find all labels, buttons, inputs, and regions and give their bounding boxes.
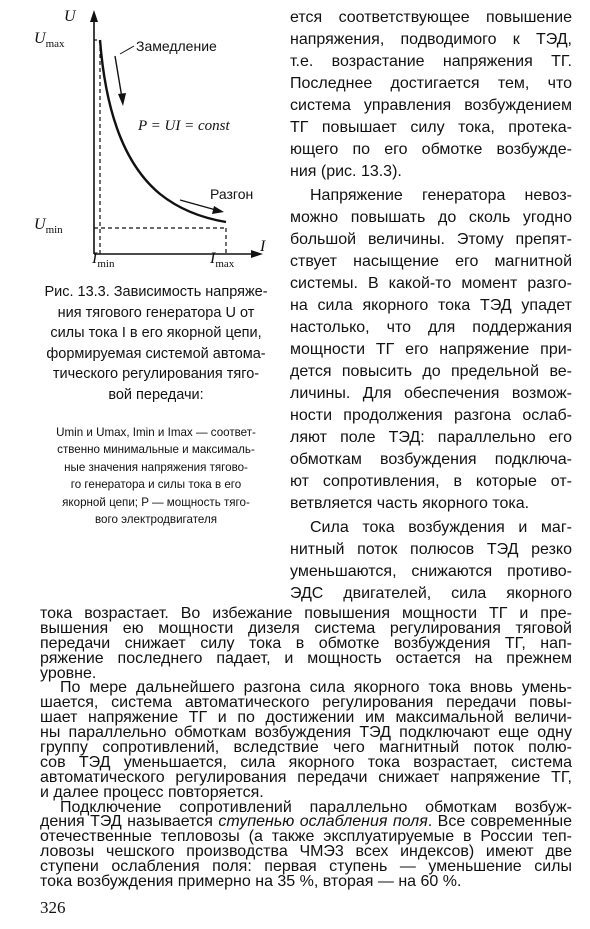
text-line: большой величины. Этому препят- (290, 231, 572, 248)
power-formula: P = UI = const (138, 118, 230, 134)
text-line: система управления возбуждением (290, 97, 572, 114)
text-line: передачи снижает силу тока в обмотке возбуждения ТГ, нап- (40, 635, 572, 652)
caption-line: силы тока I в его якорной цепи, (50, 325, 262, 341)
text-line: тока возбуждения примерно на 35 %, вторая — на 60 %. (40, 873, 462, 890)
text-line: ется соответствующее повышение (290, 9, 572, 26)
text-line: личины. Для обеспечения возмож- (290, 385, 572, 402)
caption-line: тического регулирования тяго- (52, 366, 260, 382)
legend-line: ные значения напряжения тягово- (64, 460, 248, 474)
text-span: дения ТЭД называется (40, 813, 219, 830)
text-line: напряжения, подводимого к ТЭД, (290, 31, 572, 48)
legend-line: якорной цепи; P — мощность тяго- (62, 495, 250, 509)
text-line: обмоткам возбуждения подключа- (290, 451, 572, 468)
emphasized-term: ступенью ослабления поля (218, 813, 428, 830)
text-line: можно повышать до сколь угодно (290, 209, 572, 226)
imax-label: $I_{max}$ (210, 250, 235, 271)
text-line: вышения ею мощности дизеля система регулирования тяговой (40, 620, 572, 637)
text-line: ляют поле ТЭД: параллельно его (290, 429, 572, 446)
figure-13-3 (30, 6, 280, 274)
text-line: ющего по его обмотке возбужде- (290, 141, 572, 158)
paragraph-start-line: Напряжение генератора невоз- (310, 187, 572, 204)
caption-line: ния тягового генератора U от (57, 304, 255, 321)
text-line: ступени ослабления поля: первая ступень — уменьшение силы (40, 858, 572, 875)
y-axis-label: U (64, 8, 76, 25)
text-line: ТГ повышает силу тока, протека- (290, 119, 572, 136)
text-line: тока возрастает. Во избежание повышения мощности ТГ и пре- (40, 605, 572, 622)
accel-arrow-head-icon (212, 206, 224, 214)
text-line: ствует насыщение его магнитной (290, 253, 572, 270)
x-axis-label: I (260, 238, 266, 255)
text-line: автоматического регулирования передачи снижает напряжение ТГ, (40, 769, 572, 786)
text-line: ЭДС двигателей, сила якорного (290, 585, 572, 602)
text-line: ния (рис. 13.3). (290, 163, 402, 180)
text-line: группу сопротивлений, вследствие чего магнитный поток полю- (40, 739, 572, 756)
imin-label: $I_{min}$ (92, 250, 115, 271)
text-line: настолько, что для поддержания (290, 319, 572, 336)
text-line: дется повысить до предельной ве- (290, 363, 572, 380)
legend-line: ственно минимальные и максималь- (57, 443, 255, 457)
text-line: уменьшаются, снижаются противо- (290, 563, 572, 580)
caption-line: Рис. 13.3. Зависимость напряже- (44, 284, 268, 300)
decel-leader (120, 46, 134, 54)
text-line: ности продолжения разгона ослаб- (290, 407, 572, 424)
decel-arrow-head-icon (118, 93, 126, 106)
caption-line: формируемая системой автома- (46, 345, 266, 362)
text-line: ветвляется часть якорного тока. (290, 495, 530, 512)
text-line: на сила якорного тока ТЭД упадет (290, 297, 572, 314)
text-line: отечественные тепловозы (а также эксплуатируемые в России теп- (40, 828, 572, 845)
paragraph-start-line: По мере дальнейшего разгона сила якорного тока вновь умень- (60, 679, 572, 696)
text-line: ют сопротивления, в которые от- (290, 473, 572, 490)
page-number: 326 (40, 898, 66, 917)
legend-line: Umin и Umax, Imin и Imax — соответ- (56, 426, 256, 439)
figure-legend (36, 424, 276, 528)
text-line: шается, система автоматического регулирования передачи повы- (40, 694, 572, 711)
figure-caption (36, 282, 276, 405)
paragraph-start-line: Подключение сопротивлений параллельно обмоткам возбуж- (60, 799, 572, 816)
text-line: нитный поток полюсов ТЭД резко (290, 541, 572, 558)
decel-arrow (115, 56, 122, 98)
text-line: ны параллельно обмоткам возбуждения ТЭД подключают еще одну (40, 724, 572, 741)
paragraph-start-line: Сила тока возбуждения и маг- (310, 519, 572, 536)
text-line: т.е. возрастание напряжения ТГ. (290, 53, 572, 70)
text-line: Последнее достигается тем, что (290, 75, 572, 92)
umin-label: $U_{min}$ (34, 216, 63, 237)
text-line: и далее процесс повторяется. (40, 784, 264, 801)
accel-label: Разгон (210, 186, 254, 202)
legend-line: вого электродвигателя (95, 513, 217, 527)
text-span: . Все современные (427, 813, 573, 830)
text-line: ряжение последнего падает, и мощность остается на прежнем (40, 650, 572, 667)
legend-line: го генератора и силы тока в его (70, 478, 242, 492)
text-line: мощности ТГ его напряжение при- (290, 341, 572, 358)
text-line: сов ТЭД уменьшается, сила якорного тока возрастает, система (40, 754, 572, 771)
text-line: системы. В какой-то момент разго- (290, 275, 572, 292)
text-line: уровне. (40, 665, 97, 682)
y-axis-arrow-icon (90, 10, 98, 22)
caption-line: вой передачи: (108, 386, 204, 403)
text-line: шает напряжение ТГ и по достижении им максимальной величи- (40, 709, 572, 726)
umax-label: $U_{max}$ (34, 30, 65, 51)
decel-label: Замедление (136, 38, 217, 54)
text-line: ловозы чешского производства ЧМЭ3 всех индексов) имеют две (40, 843, 572, 860)
